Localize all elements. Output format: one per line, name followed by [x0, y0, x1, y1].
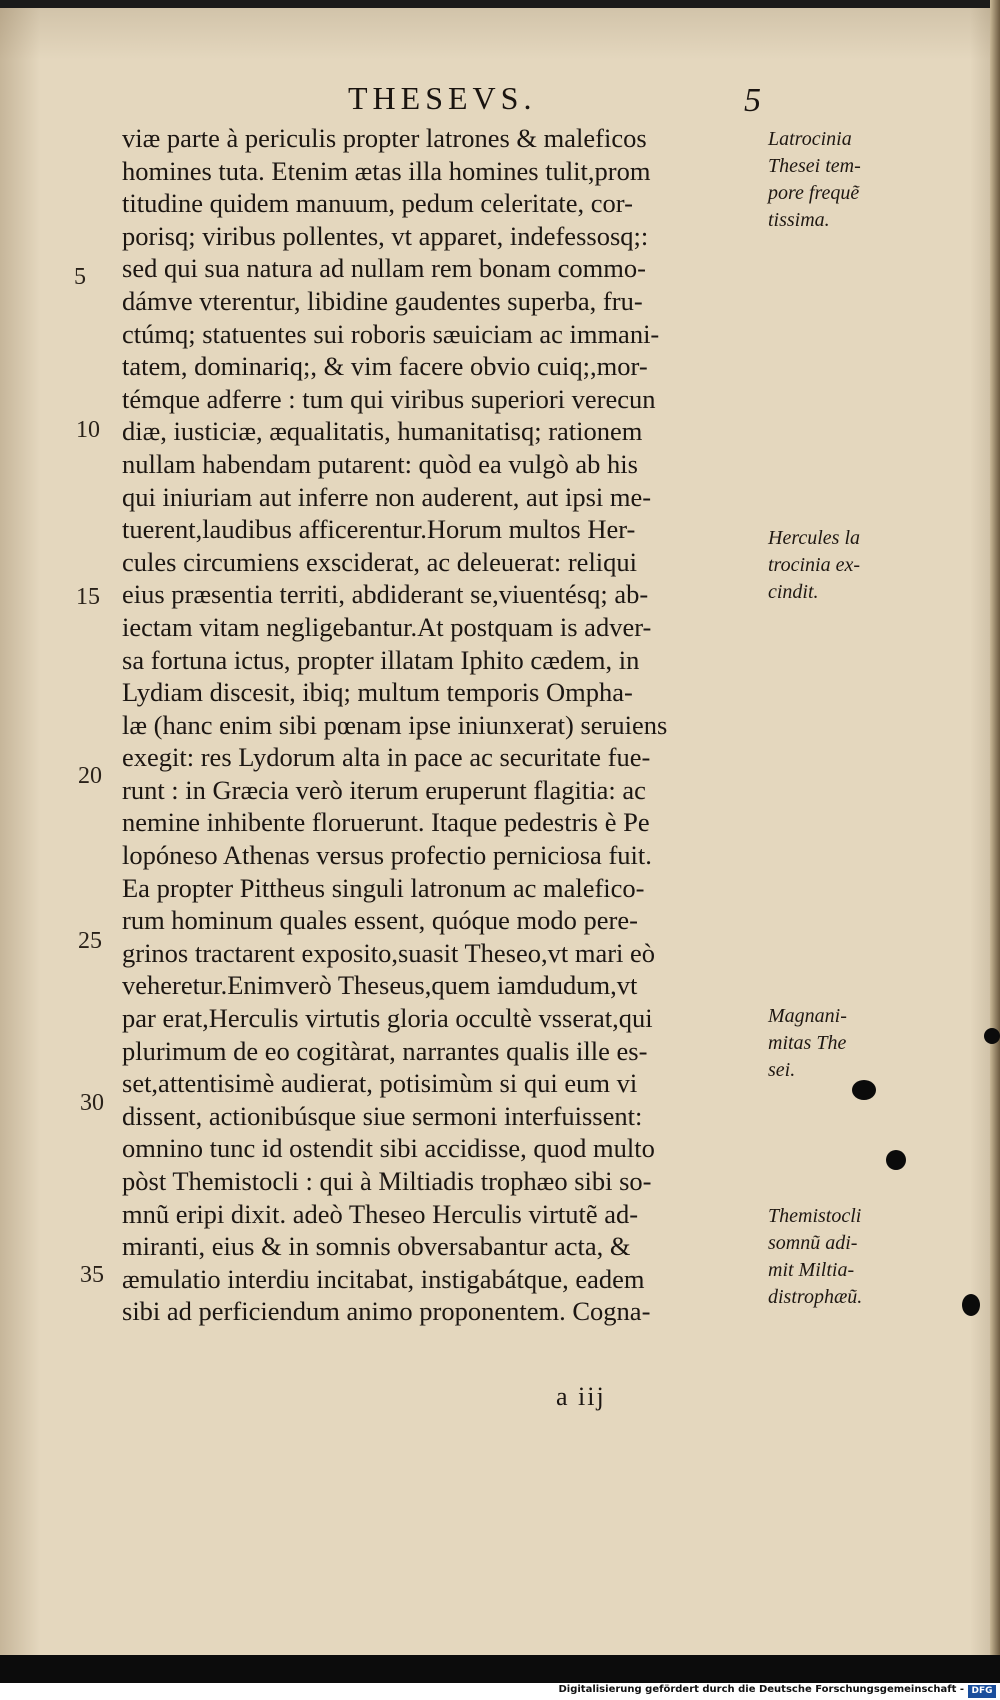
note-line: mitas The — [768, 1032, 847, 1054]
text-line: tuerent,laudibus afficerentur.Horum multos Her- — [122, 514, 636, 545]
text-line: iectam vitam negligebantur.At postquam is adver- — [122, 611, 652, 642]
text-line: runt : in Græcia verò iterum eruperunt flagitia: ac — [122, 774, 646, 805]
dfg-logo: DFG — [968, 1685, 996, 1698]
text-line: par erat,Herculis virtutis gloria occultè vsserat,qui — [122, 1003, 653, 1034]
line-number: 5 — [74, 264, 86, 290]
ink-blot — [852, 1080, 876, 1100]
note-line: cindit. — [768, 581, 819, 603]
text-line: porisq; viribus pollentes, vt apparet, indefessosq;: — [122, 220, 649, 251]
note-line: distrophæũ. — [768, 1286, 863, 1308]
note-line: Hercules la — [768, 527, 861, 549]
page-edge-shadow — [990, 0, 1000, 1655]
text-line: viæ parte à periculis propter latrones & maleficos — [122, 123, 647, 153]
text-line: Lydiam discesit, ibiq; multum temporis Ompha- — [122, 677, 633, 708]
note-line: trocinia ex- — [768, 554, 861, 576]
text-line: cules circumiens exsciderat, ac deleuerat: reliqui — [122, 546, 638, 577]
line-number: 20 — [78, 763, 102, 789]
marginal-note-magnanimitas — [768, 1003, 908, 1084]
text-line: qui iniuriam aut inferre non auderent, aut ipsi me- — [122, 481, 652, 512]
line-number: 35 — [80, 1262, 104, 1288]
text-line: témque adferre : tum qui viribus superiori verecun — [122, 383, 656, 414]
funding-credit: Digitalisierung gefördert durch die Deutsche Forschungsgemeinschaft - — [558, 1684, 964, 1695]
body-text — [122, 122, 762, 1328]
text-line: sibi ad perficiendum animo proponentem. Cogna- — [122, 1296, 651, 1327]
text-line: plurimum de eo cogitàrat, narrantes qualis ille es- — [122, 1035, 648, 1066]
text-line: dámve vterentur, libidine gaudentes superba, fru- — [122, 285, 643, 316]
text-line: titudine quidem manuum, pedum celeritate, cor- — [122, 188, 633, 219]
text-line: læ (hanc enim sibi pœnam ipse iniunxerat) seruiens — [122, 709, 668, 740]
marginal-note-themistocli — [768, 1203, 908, 1311]
ink-blot — [984, 1028, 1000, 1044]
signature-mark: a iij — [556, 1382, 606, 1411]
line-number: 30 — [80, 1090, 104, 1116]
note-line: tissima. — [768, 209, 830, 231]
text-line: homines tuta. Etenim ætas illa homines tulit,prom — [122, 155, 651, 186]
text-line: æmulatio interdiu incitabat, instigabátque, eadem — [122, 1263, 645, 1294]
line-number: 15 — [76, 584, 100, 610]
text-line: nullam habendam putarent: quòd ea vulgò ab his — [122, 448, 638, 479]
note-line: sei. — [768, 1059, 796, 1081]
text-line: sa fortuna ictus, propter illatam Iphito cædem, in — [122, 644, 640, 675]
text-line: grinos tractarent exposito,suasit Theseo,vt mari eò — [122, 937, 656, 968]
running-header: THESEVS. — [348, 80, 537, 116]
line-number: 25 — [78, 928, 102, 954]
note-line: Thesei tem- — [768, 155, 861, 177]
note-line: somnũ adi- — [768, 1232, 858, 1254]
text-line: mnũ eripi dixit. adeò Theseo Herculis virtutẽ ad- — [122, 1198, 639, 1229]
text-line: sed qui sua natura ad nullam rem bonam commo- — [122, 253, 646, 284]
ink-blot — [886, 1150, 906, 1170]
ink-blot — [962, 1294, 980, 1316]
text-line: lopóneso Athenas versus profectio perniciosa fuit. — [122, 840, 652, 871]
note-line: Magnani- — [768, 1005, 847, 1027]
note-line: Themistocli — [768, 1205, 862, 1227]
text-line: veheretur.Enimverò Theseus,quem iamdudum,vt — [122, 970, 638, 1001]
text-line: exegit: res Lydorum alta in pace ac securitate fue- — [122, 742, 651, 773]
text-line: diæ, iusticiæ, æqualitatis, humanitatisq; rationem — [122, 416, 643, 447]
text-line: pòst Themistocli : qui à Miltiadis trophæo sibi so- — [122, 1166, 652, 1196]
text-line: dissent, actionibúsque siue sermoni interfuissent: — [122, 1100, 643, 1131]
footer-bar — [0, 1683, 1000, 1700]
text-line: set,attentisimè audierat, potisimùm si qui eum vi — [122, 1068, 638, 1099]
text-line: rum hominum quales essent, quóque modo pere- — [122, 905, 638, 936]
text-line: Ea propter Pittheus singuli latronum ac malefico- — [122, 872, 645, 903]
page-number: 5 — [744, 82, 761, 119]
note-line: mit Miltia- — [768, 1259, 855, 1281]
text-line: miranti, eius & in somnis obversabantur acta, & — [122, 1231, 631, 1262]
text-line: eius præsentia territi, abdiderant se,viuentésq; ab- — [122, 579, 649, 610]
scan-top-border — [0, 0, 1000, 8]
note-line: pore frequẽ — [768, 182, 860, 204]
marginal-note-hercules — [768, 525, 908, 606]
line-number: 10 — [76, 417, 100, 443]
text-line: tatem, dominariq;, & vim facere obvio cuiq;,mor- — [122, 351, 648, 382]
marginal-note-latrocinia — [768, 126, 908, 234]
text-line: nemine inhibente floruerunt. Itaque pedestris è Pe — [122, 807, 650, 838]
text-line: omnino tunc id ostendit sibi accidisse, quod multo — [122, 1133, 655, 1164]
note-line: Latrocinia — [768, 128, 852, 150]
text-line: ctúmq; statuentes sui roboris sæuiciam ac immani- — [122, 318, 660, 349]
